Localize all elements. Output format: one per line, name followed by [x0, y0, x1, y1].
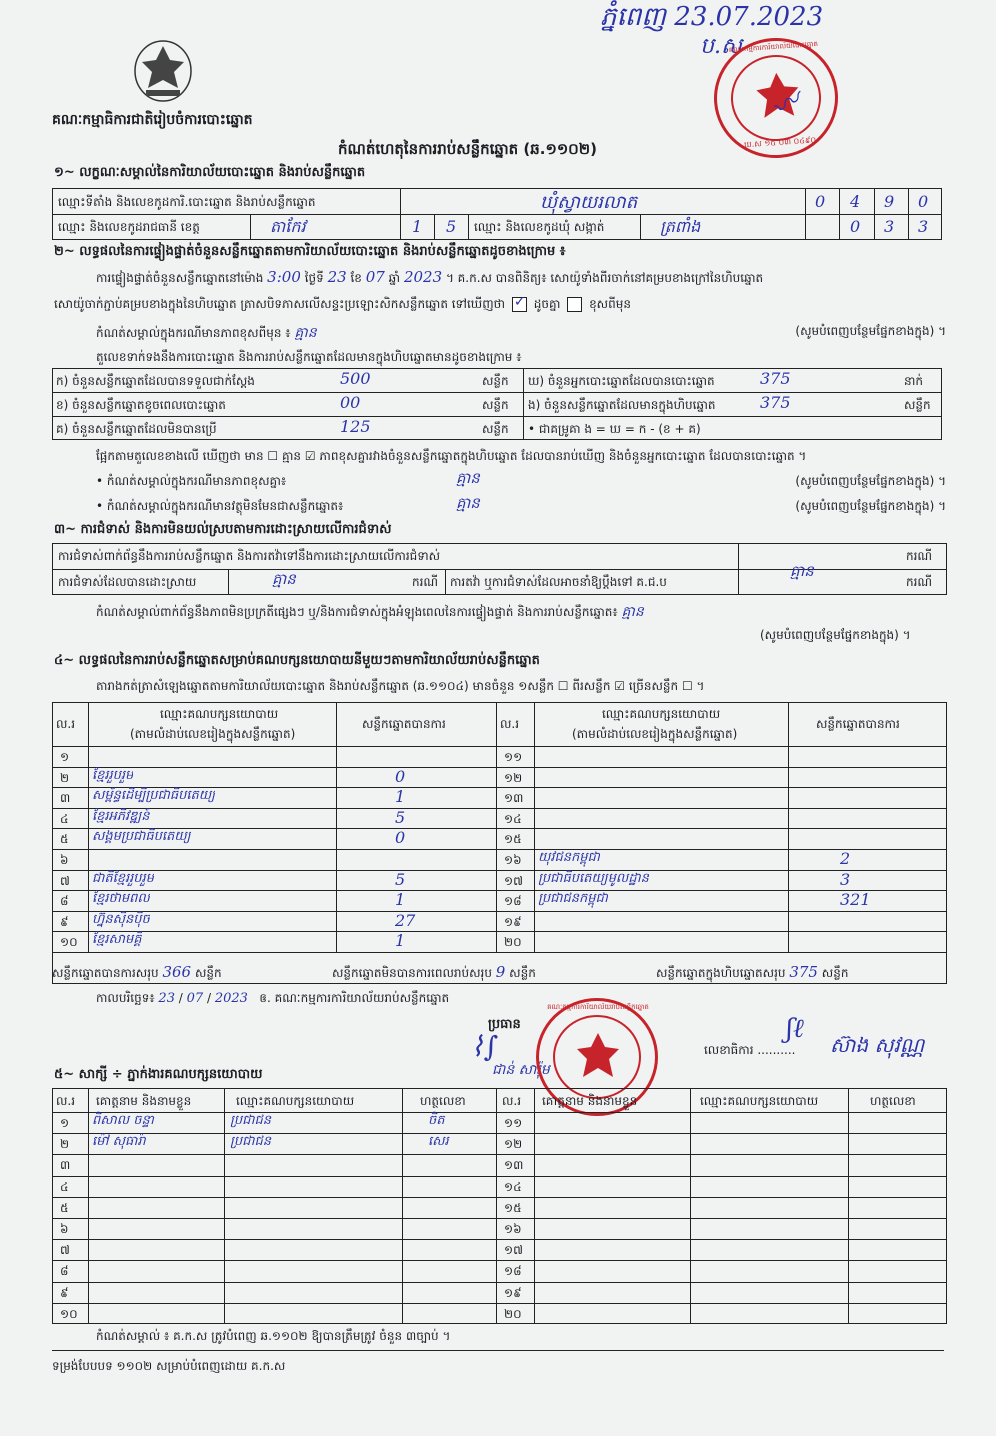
s3-row1-unit: ករណី — [906, 549, 933, 563]
s3-row1: ការជំទាស់ពាក់ព័ន្ធនឹងការរាប់សន្លឹកឆ្នោត និងការតវ៉ាទៅនឹងការដោះស្រាយលើការជំទាស់ — [58, 549, 441, 563]
table-row-no: ៦ — [60, 853, 69, 867]
s2-year: 2023 — [403, 268, 443, 286]
table-row-no: ១ — [60, 750, 70, 764]
table-row-no: ១៧ — [504, 1243, 523, 1257]
table-row-no: ៥ — [60, 1201, 69, 1215]
table-row-no: ១៩ — [504, 1286, 522, 1300]
witness-col-header: ឈ្មោះគណបក្សនយោបាយ — [236, 1094, 355, 1108]
s1-pcode-1: 1 — [412, 217, 423, 236]
table-row-no: ២០ — [504, 1307, 522, 1321]
s2-compare-line: ផ្អែកតាមតួលេខខាងលើ ឃើញថា មាន ☐ គ្មាន ☑ ភាពខុសគ្នារវាងចំនួនសន្លឹកឆ្នោតក្នុងហិបឆ្នោត ដែលបានរាប់ឃើញ និងចំនួនអ្នកបោះឆ្នោត ដែលបានបោះឆ្នោត ។ — [96, 449, 807, 463]
table-row-no: ៧ — [60, 1243, 70, 1257]
party-votes: 3 — [840, 870, 851, 889]
count-label-right: • ជាគម្រូគា ង = ឃ = ក - (ខ + គ) — [528, 422, 701, 436]
s3-row2b-unit: ករណី — [906, 575, 933, 589]
form-footer: ទម្រង់បែបបទ ១១០២ សម្រាប់បំពេញដោយ គ.ក.ស — [52, 1359, 286, 1373]
table-row-no: ៧ — [60, 874, 70, 888]
party-name: ប្រជាធិបតេយ្យមូលដ្ឋាន — [538, 871, 649, 886]
col-header-party-sub: (តាមលំដាប់លេខរៀងក្នុងសន្លឹកឆ្នោត) — [572, 727, 738, 741]
s1-pcode-2: 5 — [446, 217, 457, 236]
s3-row2b: ការតវ៉ា ឬការជំទាស់ដែលអាចនាំឱ្យប្តឹងទៅ គ.ជ.ប — [450, 575, 667, 589]
s1-row2-label: ឈ្មោះ និងលេខកូដរាជធានី ខេត្ត — [58, 220, 200, 234]
table-row-no: ១២ — [504, 1137, 523, 1151]
s2-line2: សោយ៉ូចាក់ភ្ជាប់គម្របខាងក្នុងនៃហិបឆ្នោត ត្រាសបិទភាសលើសន្ទះប្រឡោះសិកសន្លឹកឆ្នោត ទៅឃើញថា ✓ ដូចគ្នា ខុសពីមុន — [54, 296, 631, 314]
different-checkbox[interactable] — [567, 297, 582, 312]
committee-name: គណៈកម្មាធិការជាតិរៀបចំការបោះឆ្នោត — [52, 112, 253, 128]
party-name: យុវជនកម្ពុជា — [538, 850, 600, 865]
table-row-no: ៥ — [60, 832, 69, 846]
s1-row1-label: ឈ្មោះទីតាំង និងលេខកូដការិ.បោះឆ្នោត និងរាប់សន្លឹកឆ្នោត — [58, 195, 316, 209]
witness-col-header: ល.រ — [56, 1094, 76, 1108]
col-header-party: ឈ្មោះគណបក្សនយោបាយ — [602, 707, 721, 721]
count-unit-right: សន្លឹក — [904, 398, 931, 412]
table-row-no: ៣ — [60, 791, 71, 805]
chair-label: ប្រធាន — [488, 1017, 521, 1032]
table-row-no: ២ — [60, 771, 70, 785]
section2-heading: ២~ លទ្ធផលនៃការផ្ទៀងផ្ទាត់ចំនួនសន្លឹកឆ្នោតតាមការិយាល័យបោះឆ្នោត និងរាប់សន្លឹកឆ្នោតដូចខាងក្រោម ៖ — [54, 244, 566, 259]
chair-signature: ⌇∫ — [470, 1030, 499, 1063]
count-unit-left: សន្លឹក — [482, 422, 509, 436]
s2-counts-intro: តួលេខទាក់ទងនឹងការបោះឆ្នោត និងការរាប់សន្លឹកឆ្នោតដែលមានក្នុងហិបឆ្នោតមានដូចខាងក្រោម ៖ — [96, 350, 522, 364]
s1-code-4: 0 — [918, 192, 929, 211]
witness-name: ពិសាល ចន្ទា — [92, 1113, 154, 1128]
witness-party: ប្រជាជន — [230, 1134, 272, 1149]
table-row-no: ១០ — [60, 935, 78, 949]
party-name: ខ្មែរអភិវឌ្ឍន៍ — [92, 809, 150, 824]
count-label-left: ខ) ចំនួនសន្លឹកឆ្នោតខូចពេលបោះឆ្នោត — [56, 398, 226, 412]
chair-name: ជាន់ សារ៉ុម — [492, 1062, 550, 1078]
secretary-signature: ʃℓ — [786, 1014, 804, 1044]
party-votes: 321 — [840, 890, 871, 909]
witness-col-header: ល.រ — [502, 1094, 522, 1108]
party-votes: 0 — [395, 767, 406, 786]
witness-signature: សេរ — [428, 1134, 449, 1149]
party-votes: 5 — [395, 870, 406, 889]
table-row-no: ១៩ — [504, 915, 522, 929]
count-label-left: គ) ចំនួនសន្លឹកឆ្នោតដែលមិនបានប្រើ — [56, 422, 217, 436]
handwritten-date: ភ្នំពេញ 23.07.2023 — [600, 2, 824, 32]
table-row-no: ១៨ — [504, 894, 522, 908]
s1-commune-label: ឈ្មោះ និងលេខកូដឃុំ សង្កាត់ — [474, 220, 605, 234]
party-votes: 1 — [395, 787, 406, 806]
table-row-no: ១៨ — [504, 1264, 522, 1278]
count-value-right: 375 — [760, 369, 791, 388]
s3-row2a-unit: ករណី — [412, 575, 439, 589]
top-stamp-text: គណៈកម្មការការិយាល័យបោះឆ្នោត — [728, 39, 819, 55]
party-name: សង្គមប្រជាធិបតេយ្យ — [92, 829, 191, 844]
table-row-no: ១ — [60, 1116, 70, 1130]
s2-month: 07 — [365, 268, 385, 286]
table-row-no: ១១ — [504, 750, 523, 764]
total-valid: សន្លឹកឆ្នោតបានការសរុប 366 សន្លឹក — [52, 963, 222, 981]
table-row-no: ៨ — [60, 894, 69, 908]
s4-intro: តារាងកត់ត្រាសំឡេងឆ្នោតតាមការិយាល័យបោះឆ្នោត និងរាប់សន្លឹកឆ្នោត (ឆ.១១០៤) មានចំនួន ១សន្លឹក ☐ ពីរសន្លឹក ☑ ច្រើនសន្លឹក ☐ ។ — [96, 679, 705, 693]
count-value-left: 500 — [340, 369, 371, 388]
table-row-no: ៩ — [60, 915, 69, 929]
s2-day: 23 — [327, 268, 347, 286]
s3-note: កំណត់សម្គាល់ពាក់ព័ន្ធនឹងភាពមិនប្រក្រតីផ្សេងៗ ឬ/និងការជំទាស់ក្នុងអំឡុងពេលនៃការផ្ទៀងផ្ទាត់ និងការរាប់សន្លឹកឆ្នោត៖ គ្មាន — [96, 604, 644, 620]
witness-col-header: ហត្ថលេខា — [420, 1094, 466, 1108]
table-row-no: ៤ — [60, 812, 69, 826]
count-unit-right: នាក់ — [904, 374, 924, 388]
s3-row2a: ការជំទាស់ដែលបានដោះស្រាយ — [58, 575, 197, 589]
s2-bullet1: • កំណត់សម្គាល់ក្នុងករណីមានភាពខុសគ្នា៖ គ្មាន (សូមបំពេញបន្ថែមផ្នែកខាងក្នុង) ។ — [96, 469, 946, 488]
witness-col-header: គោត្តនាម និងនាមខ្លួន — [96, 1094, 192, 1108]
table-row-no: ១៦ — [504, 853, 522, 867]
party-name: ខ្មែរ​រួបរួម — [92, 768, 134, 783]
witness-col-header: ហត្ថលេខា — [870, 1094, 916, 1108]
s2-bullet2: • កំណត់សម្គាល់ក្នុងករណីមានវត្ថុមិនមែនជាសន្លឹកឆ្នោត៖ គ្មាន (សូមបំពេញបន្ថែមផ្នែកខាងក្នុង) ។ — [96, 494, 946, 513]
section3-heading: ៣~ ការជំទាស់ និងការមិនយល់ស្របតាមការដោះស្រាយលើការជំទាស់ — [54, 522, 392, 537]
table-row-no: ៨ — [60, 1264, 69, 1278]
party-votes: 1 — [395, 890, 406, 909]
s2-time: 3:00 — [267, 268, 301, 286]
party-name: ខ្មែរថាមពល — [92, 891, 150, 906]
secretary-name: ស៊ាង សុវណ្ណ — [830, 1033, 925, 1057]
table-row-no: ២ — [60, 1137, 70, 1151]
party-votes: 2 — [840, 849, 851, 868]
nec-emblem — [132, 38, 194, 104]
s3-fill-more: (សូមបំពេញបន្ថែមផ្នែកខាងក្នុង) ។ — [760, 628, 911, 642]
count-label-right: ង) ចំនួនសន្លឹកឆ្នោតដែលមានក្នុងហិបឆ្នោត — [528, 398, 716, 412]
s1-code-2: 4 — [850, 192, 861, 211]
s1-ccode-3: 3 — [918, 217, 929, 236]
table-row-no: ១៤ — [504, 812, 522, 826]
table-row-no: ១១ — [504, 1116, 523, 1130]
s1-province: តាកែវ — [270, 217, 306, 236]
party-name: ខ្មែរសាមគ្គី — [92, 932, 142, 947]
s3-row2b-val: គ្មាន — [790, 562, 814, 580]
col-header-votes: សន្លឹកឆ្នោតបានការ — [362, 717, 446, 731]
form-title: កំណត់ហេតុនៃការរាប់សន្លឹកឆ្នោត (ឆ.១១០២) — [338, 140, 598, 158]
table-row-no: ៣ — [60, 1158, 71, 1172]
table-row-no: ២០ — [504, 935, 522, 949]
table-row-no: ១៧ — [504, 874, 523, 888]
table-row-no: ១៥ — [504, 1201, 522, 1215]
section5-heading: ៥~ សាក្សី ÷ ភ្នាក់ងារគណបក្សនយោបាយ — [54, 1067, 263, 1082]
s4-date: កាលបរិច្ឆេទ៖ 23 / 07 / 2023 ឲ. គណៈកម្មការការិយាល័យរាប់សន្លឹកឆ្នោត — [96, 991, 450, 1006]
total-invalid: សន្លឹកឆ្នោតមិនបានការពេលរាប់សរុប 9 សន្លឹក — [332, 963, 536, 981]
top-stamp-sub: ឃ.ស ១៥ ០៣ ០៤៩០ — [743, 135, 817, 150]
table-row-no: ១៥ — [504, 832, 522, 846]
party-name: ប្រជាជនកម្ពុជា — [538, 891, 608, 906]
total-in-box: សន្លឹកឆ្នោតក្នុងហិបឆ្នោតសរុប 375 សន្លឹក — [656, 963, 849, 981]
witness-table — [52, 1088, 947, 1324]
secretary-label: លេខាធិការ .......... — [704, 1043, 796, 1057]
party-votes: 0 — [395, 828, 406, 847]
table-row-no: ១៣ — [504, 1158, 524, 1172]
stamp-signature-scribble: 〰 — [765, 82, 809, 128]
witness-col-header: គោត្តនាម និងនាមខ្លួន — [542, 1094, 638, 1108]
col-header-party: ឈ្មោះគណបក្សនយោបាយ — [160, 707, 279, 721]
count-unit-left: សន្លឹក — [482, 398, 509, 412]
handwritten-initials: ប.ស — [700, 34, 742, 59]
witness-party: ប្រជាជន — [230, 1113, 272, 1128]
col-header-party-sub: (តាមលំដាប់លេខរៀងក្នុងសន្លឹកឆ្នោត) — [130, 727, 296, 741]
witness-signature: ចិត — [428, 1113, 445, 1128]
party-name: ជាតិខ្មែររួបរួម — [92, 871, 154, 886]
count-unit-left: សន្លឹក — [482, 374, 509, 388]
count-label-left: ក) ចំនួនសន្លឹកឆ្នោតដែលបានទទួលជាក់ស្តែង — [56, 374, 255, 388]
count-label-right: ឃ) ចំនួនអ្នកបោះឆ្នោតដែលបានបោះឆ្នោត — [528, 374, 715, 388]
count-value-right: 375 — [760, 393, 791, 412]
col-header-no: ល.រ — [56, 717, 76, 731]
table-row-no: ៦ — [60, 1222, 69, 1236]
witness-col-header: ឈ្មោះគណបក្សនយោបាយ — [700, 1094, 819, 1108]
party-votes: 5 — [395, 808, 406, 827]
s2-line1: ការផ្ទៀងផ្ទាត់ចំនួនសន្លឹកឆ្នោតនៅម៉ោង 3:00 ថ្ងៃទី 23 ខែ 07 ឆ្នាំ 2023 ។ គ.ក.ស បានពិនិត្យ៖ សោយ៉ូទាំងពីរចាក់នៅគម្របខាងក្រៅនៃហិបឆ្នោត — [96, 268, 764, 286]
mid-stamp-text: គណៈកម្មការការិយាល័យរាប់សន្លឹកឆ្នោត — [547, 1003, 649, 1011]
col-header-votes: សន្លឹកឆ្នោតបានការ — [816, 717, 900, 731]
s2-note1: កំណត់សម្គាល់ក្នុងករណីមានភាពខុសពីមុន ៖ គ្មាន (សូមបំពេញបន្ថែមផ្នែកខាងក្នុង) ។ — [96, 324, 946, 341]
party-votes: 27 — [395, 911, 416, 930]
section1-heading: ១~ លក្ខណៈសម្គាល់នៃការិយាល័យបោះឆ្នោត និងរាប់សន្លឹកឆ្នោត — [54, 165, 366, 180]
table-row-no: ១៣ — [504, 791, 524, 805]
same-checkbox[interactable] — [512, 297, 527, 312]
table-row-no: ៩ — [60, 1286, 69, 1300]
col-header-no: ល.រ — [500, 717, 520, 731]
s3-row2a-val: គ្មាន — [272, 570, 296, 588]
table-row-no: ៤ — [60, 1180, 69, 1194]
s1-code-1: 0 — [815, 192, 826, 211]
table-row-no: ១០ — [60, 1307, 78, 1321]
s5-note: កំណត់សម្គាល់ ៖ គ.ក.ស ត្រូវបំពេញ ឆ.១១០២ ឱ្យបានត្រឹមត្រូវ ចំនួន ៣ច្បាប់ ។ — [96, 1329, 451, 1343]
s1-code-3: 9 — [884, 192, 895, 211]
witness-name: ម៉ៅ សុធារ៉ា — [92, 1134, 146, 1149]
table-row-no: ១៦ — [504, 1222, 522, 1236]
section4-heading: ៤~ លទ្ធផលនៃការរាប់សន្លឹកឆ្នោតសម្រាប់គណបក្សនយោបាយនីមួយៗតាមការិយាល័យរាប់សន្លឹកឆ្នោត — [54, 653, 540, 668]
table-row-no: ១៤ — [504, 1180, 522, 1194]
s1-commune: ត្រពាំង — [660, 217, 701, 236]
party-votes: 1 — [395, 931, 406, 950]
party-name: សម្ព័ន្ធដើម្បីប្រជាធិបតេយ្យ — [92, 788, 216, 803]
s1-ccode-1: 0 — [850, 217, 861, 236]
count-value-left: 00 — [340, 393, 361, 412]
table-row-no: ១២ — [504, 771, 523, 785]
s1-row1-value: ឃុំស្វាយរលាត — [540, 192, 638, 213]
s1-ccode-2: 3 — [884, 217, 895, 236]
count-value-left: 125 — [340, 417, 371, 436]
party-name: ហ្វ៊ុនស៊ិនប៉ិច — [92, 912, 150, 927]
